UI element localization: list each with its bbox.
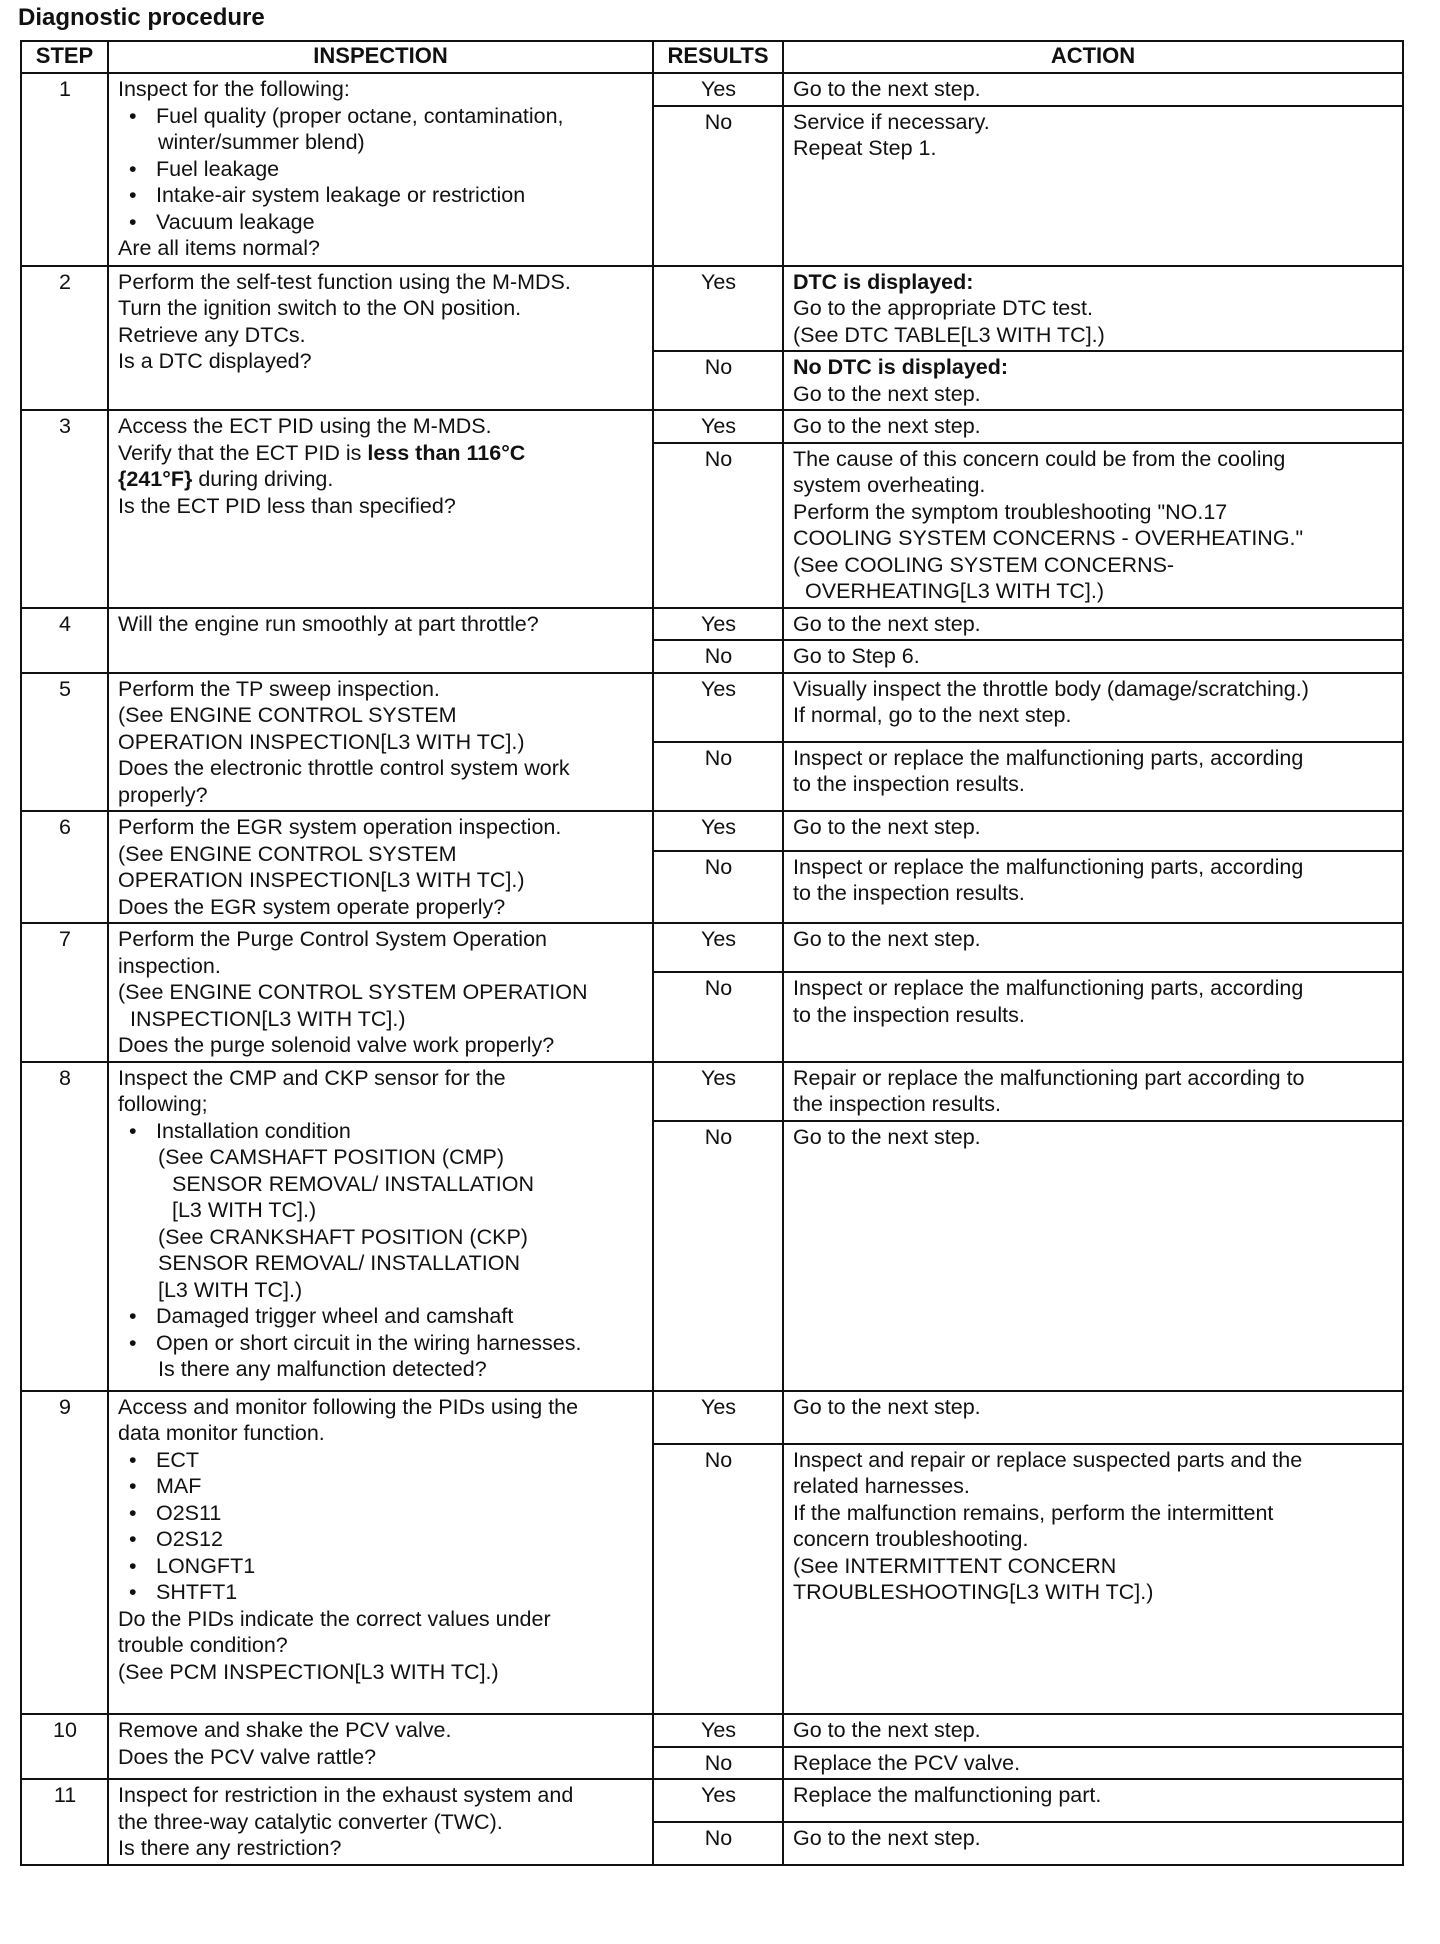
inspection-cell bbox=[108, 673, 653, 812]
inspection-line: OPERATION INSPECTION[L3 WITH TC].) bbox=[118, 868, 525, 892]
table-row bbox=[21, 923, 1403, 972]
table-row bbox=[21, 673, 1403, 742]
action-cell bbox=[783, 640, 1403, 673]
action-cell bbox=[783, 608, 1403, 641]
action-cell bbox=[783, 1822, 1403, 1865]
inspection-line: (See ENGINE CONTROL SYSTEM bbox=[118, 703, 457, 727]
action-heading: No DTC is displayed: bbox=[793, 355, 1009, 379]
action-line: Inspect or replace the malfunctioning parts, according bbox=[793, 976, 1304, 1001]
action-line: Go to the next step. bbox=[793, 1718, 981, 1742]
inspection-cell bbox=[108, 73, 653, 266]
inspection-bullet: • Intake-air system leakage or restriction bbox=[118, 182, 644, 209]
step-number: 7 bbox=[21, 923, 108, 1062]
action-line: Go to the next step. bbox=[793, 1124, 981, 1149]
result-no: No bbox=[653, 640, 783, 673]
inspection-line: trouble condition? bbox=[118, 1633, 288, 1657]
action-line: COOLING SYSTEM CONCERNS - OVERHEATING." bbox=[793, 526, 1304, 550]
action-line: related harnesses. bbox=[793, 1474, 970, 1499]
result-no: No bbox=[653, 351, 783, 410]
inspection-bullet: • Open or short circuit in the wiring harnesses. bbox=[118, 1330, 644, 1357]
action-line: (See DTC TABLE[L3 WITH TC].) bbox=[793, 322, 1105, 347]
result-no: No bbox=[653, 972, 783, 1061]
action-cell bbox=[783, 742, 1403, 811]
result-no: No bbox=[653, 851, 783, 923]
action-line: Replace the malfunctioning part. bbox=[793, 1783, 1102, 1807]
step-number: 8 bbox=[21, 1062, 108, 1391]
col-header-results: RESULTS bbox=[653, 41, 783, 73]
inspection-line: Are all items normal? bbox=[118, 236, 320, 260]
table-row bbox=[21, 410, 1403, 443]
result-yes: Yes bbox=[653, 673, 783, 742]
inspection-line bbox=[118, 466, 644, 493]
action-cell bbox=[783, 106, 1403, 266]
result-no: No bbox=[653, 106, 783, 266]
action-cell bbox=[783, 673, 1403, 742]
inspection-line: Is there any malfunction detected? bbox=[158, 1357, 487, 1381]
inspection-line: Access the ECT PID using the M-MDS. bbox=[118, 414, 492, 438]
inspection-cell bbox=[108, 1062, 653, 1391]
action-line: (See INTERMITTENT CONCERN bbox=[793, 1553, 1117, 1578]
action-line: Inspect or replace the malfunctioning parts, according bbox=[793, 745, 1304, 770]
step-number: 9 bbox=[21, 1391, 108, 1715]
action-line: TROUBLESHOOTING[L3 WITH TC].) bbox=[793, 1580, 1154, 1605]
result-yes: Yes bbox=[653, 811, 783, 851]
spec-value: less than 116°C bbox=[367, 440, 526, 465]
result-no: No bbox=[653, 1444, 783, 1714]
action-heading: DTC is displayed: bbox=[793, 269, 974, 294]
action-cell bbox=[783, 410, 1403, 443]
inspection-line: Access and monitor following the PIDs using the bbox=[118, 1394, 579, 1419]
action-line: Go to the appropriate DTC test. bbox=[793, 296, 1093, 320]
inspection-line: Does the electronic throttle control system work bbox=[118, 756, 570, 780]
action-cell bbox=[783, 1444, 1403, 1714]
inspection-line: Retrieve any DTCs. bbox=[118, 322, 306, 347]
inspection-line: inspection. bbox=[118, 953, 221, 978]
action-line: Go to the next step. bbox=[793, 1825, 981, 1850]
action-line: Visually inspect the throttle body (damage/scratching.) bbox=[793, 676, 1309, 701]
inspection-bullet: • Vacuum leakage bbox=[118, 209, 644, 236]
inspection-bullet: • Fuel quality (proper octane, contamination, bbox=[118, 103, 644, 130]
action-line: concern troubleshooting. bbox=[793, 1527, 1029, 1552]
inspection-cell bbox=[108, 608, 653, 673]
action-cell bbox=[783, 811, 1403, 851]
result-no: No bbox=[653, 443, 783, 608]
action-line: Perform the symptom troubleshooting "NO.17 bbox=[793, 499, 1228, 524]
action-line: to the inspection results. bbox=[793, 772, 1025, 797]
action-cell bbox=[783, 443, 1403, 608]
inspection-bullet: • Damaged trigger wheel and camshaft bbox=[118, 1303, 644, 1330]
diagnostic-procedure-table bbox=[20, 40, 1404, 1866]
inspection-bullet: • Installation condition bbox=[118, 1118, 644, 1145]
action-cell bbox=[783, 1714, 1403, 1747]
action-line: The cause of this concern could be from the cooling bbox=[793, 446, 1286, 471]
result-yes: Yes bbox=[653, 608, 783, 641]
inspection-line: the three-way catalytic converter (TWC). bbox=[118, 1809, 503, 1834]
inspection-line: Does the PCV valve rattle? bbox=[118, 1744, 377, 1769]
action-line: Inspect and repair or replace suspected parts and the bbox=[793, 1447, 1303, 1472]
inspection-cell bbox=[108, 811, 653, 923]
result-no: No bbox=[653, 1822, 783, 1865]
action-line: Inspect or replace the malfunctioning parts, according bbox=[793, 854, 1304, 879]
inspection-bullet: • O2S12 bbox=[118, 1526, 644, 1553]
table-row bbox=[21, 1779, 1403, 1822]
action-line: Repeat Step 1. bbox=[793, 136, 937, 160]
inspection-line: (See ENGINE CONTROL SYSTEM OPERATION bbox=[118, 980, 588, 1004]
spec-value: {241°F} bbox=[118, 467, 193, 491]
result-yes: Yes bbox=[653, 1062, 783, 1121]
result-no: No bbox=[653, 1121, 783, 1391]
inspection-line: Do the PIDs indicate the correct values under bbox=[118, 1606, 551, 1631]
table-row bbox=[21, 73, 1403, 106]
table-row bbox=[21, 811, 1403, 851]
action-line: Go to the next step. bbox=[793, 815, 981, 839]
action-line: OVERHEATING[L3 WITH TC].) bbox=[805, 579, 1105, 603]
action-cell bbox=[783, 972, 1403, 1061]
inspection-line: (See CRANKSHAFT POSITION (CKP) bbox=[158, 1224, 528, 1249]
col-header-step: STEP bbox=[21, 41, 108, 73]
inspection-line: [L3 WITH TC].) bbox=[172, 1198, 317, 1222]
action-line: Go to the next step. bbox=[793, 611, 981, 636]
inspection-cell bbox=[108, 1391, 653, 1715]
result-no: No bbox=[653, 742, 783, 811]
step-number: 5 bbox=[21, 673, 108, 812]
action-line: Go to the next step. bbox=[793, 77, 981, 101]
inspection-text: during driving. bbox=[192, 467, 334, 491]
inspection-line: Is the ECT PID less than specified? bbox=[118, 493, 456, 518]
inspection-line: Is a DTC displayed? bbox=[118, 349, 312, 373]
action-cell bbox=[783, 1062, 1403, 1121]
inspection-line: Inspect the CMP and CKP sensor for the bbox=[118, 1065, 506, 1090]
inspection-line: Inspect for restriction in the exhaust system and bbox=[118, 1783, 574, 1807]
inspection-line: (See PCM INSPECTION[L3 WITH TC].) bbox=[118, 1659, 499, 1684]
action-cell bbox=[783, 1121, 1403, 1391]
step-number: 2 bbox=[21, 266, 108, 411]
action-line: Go to the next step. bbox=[793, 1394, 981, 1419]
inspection-cell bbox=[108, 410, 653, 608]
action-line: Replace the PCV valve. bbox=[793, 1750, 1021, 1775]
inspection-cell bbox=[108, 266, 653, 411]
action-line: Service if necessary. bbox=[793, 109, 990, 134]
col-header-action: ACTION bbox=[783, 41, 1403, 73]
action-line: Go to Step 6. bbox=[793, 644, 920, 668]
inspection-line: INSPECTION[L3 WITH TC].) bbox=[130, 1006, 406, 1031]
inspection-bullet: • SHTFT1 bbox=[118, 1579, 644, 1606]
inspection-line bbox=[118, 440, 644, 467]
result-yes: Yes bbox=[653, 73, 783, 106]
inspection-line: Perform the EGR system operation inspection. bbox=[118, 815, 562, 839]
result-yes: Yes bbox=[653, 1714, 783, 1747]
inspection-line: SENSOR REMOVAL/ INSTALLATION bbox=[158, 1251, 520, 1275]
inspection-line: Remove and shake the PCV valve. bbox=[118, 1718, 452, 1742]
inspection-bullet: • Fuel leakage bbox=[118, 156, 644, 183]
inspection-line: SENSOR REMOVAL/ INSTALLATION bbox=[172, 1171, 534, 1196]
action-cell bbox=[783, 266, 1403, 352]
step-number: 6 bbox=[21, 811, 108, 923]
step-number: 3 bbox=[21, 410, 108, 608]
inspection-line: Will the engine run smoothly at part throttle? bbox=[118, 611, 539, 636]
action-line: to the inspection results. bbox=[793, 1002, 1025, 1027]
inspection-line: Perform the TP sweep inspection. bbox=[118, 676, 440, 701]
action-line: (See COOLING SYSTEM CONCERNS- bbox=[793, 552, 1175, 577]
inspection-line: Does the purge solenoid valve work properly? bbox=[118, 1033, 555, 1057]
table-row bbox=[21, 1062, 1403, 1121]
inspection-line: Does the EGR system operate properly? bbox=[118, 894, 506, 919]
result-yes: Yes bbox=[653, 1391, 783, 1444]
result-yes: Yes bbox=[653, 410, 783, 443]
inspection-bullet: • ECT bbox=[118, 1447, 644, 1474]
header-row bbox=[21, 41, 1403, 73]
action-cell bbox=[783, 1779, 1403, 1822]
table-row bbox=[21, 1714, 1403, 1747]
result-yes: Yes bbox=[653, 1779, 783, 1822]
action-line: Go to the next step. bbox=[793, 381, 981, 406]
inspection-line: Inspect for the following: bbox=[118, 77, 350, 101]
result-no: No bbox=[653, 1747, 783, 1780]
step-number: 10 bbox=[21, 1714, 108, 1779]
inspection-line: winter/summer blend) bbox=[158, 130, 365, 154]
action-line: the inspection results. bbox=[793, 1092, 1001, 1116]
result-yes: Yes bbox=[653, 923, 783, 972]
table-row bbox=[21, 608, 1403, 641]
action-line: If normal, go to the next step. bbox=[793, 703, 1072, 727]
action-line: to the inspection results. bbox=[793, 881, 1025, 906]
action-line: Go to the next step. bbox=[793, 414, 981, 438]
inspection-line: properly? bbox=[118, 782, 208, 807]
inspection-line: Perform the Purge Control System Operation bbox=[118, 927, 547, 951]
inspection-cell bbox=[108, 1714, 653, 1779]
step-number: 1 bbox=[21, 73, 108, 266]
inspection-line: data monitor function. bbox=[118, 1421, 325, 1445]
inspection-line: (See ENGINE CONTROL SYSTEM bbox=[118, 841, 457, 866]
col-header-inspection: INSPECTION bbox=[108, 41, 653, 73]
page-title: Diagnostic procedure bbox=[18, 4, 265, 31]
table-row bbox=[21, 1391, 1403, 1444]
inspection-cell bbox=[108, 1779, 653, 1865]
action-line: If the malfunction remains, perform the intermittent bbox=[793, 1500, 1274, 1525]
table-row bbox=[21, 266, 1403, 352]
action-line: system overheating. bbox=[793, 473, 986, 497]
inspection-cell bbox=[108, 923, 653, 1062]
inspection-line: Is there any restriction? bbox=[118, 1836, 342, 1860]
inspection-line: following; bbox=[118, 1092, 208, 1116]
action-cell bbox=[783, 851, 1403, 923]
action-cell bbox=[783, 73, 1403, 106]
action-line: Repair or replace the malfunctioning part according to bbox=[793, 1065, 1305, 1090]
action-cell bbox=[783, 1747, 1403, 1780]
action-cell bbox=[783, 1391, 1403, 1444]
inspection-bullet: • MAF bbox=[118, 1473, 644, 1500]
inspection-line: (See CAMSHAFT POSITION (CMP) bbox=[158, 1145, 505, 1169]
step-number: 11 bbox=[21, 1779, 108, 1865]
action-cell bbox=[783, 351, 1403, 410]
inspection-bullet: • LONGFT1 bbox=[118, 1553, 644, 1580]
inspection-line: [L3 WITH TC].) bbox=[158, 1277, 303, 1302]
step-number: 4 bbox=[21, 608, 108, 673]
inspection-line: Turn the ignition switch to the ON position. bbox=[118, 296, 522, 320]
result-yes: Yes bbox=[653, 266, 783, 352]
inspection-line: OPERATION INSPECTION[L3 WITH TC].) bbox=[118, 729, 525, 754]
action-cell bbox=[783, 923, 1403, 972]
inspection-text: Verify that the ECT PID is bbox=[118, 440, 368, 465]
inspection-line: Perform the self-test function using the M-MDS. bbox=[118, 269, 571, 294]
inspection-bullet: • O2S11 bbox=[118, 1500, 644, 1527]
action-line: Go to the next step. bbox=[793, 927, 981, 951]
